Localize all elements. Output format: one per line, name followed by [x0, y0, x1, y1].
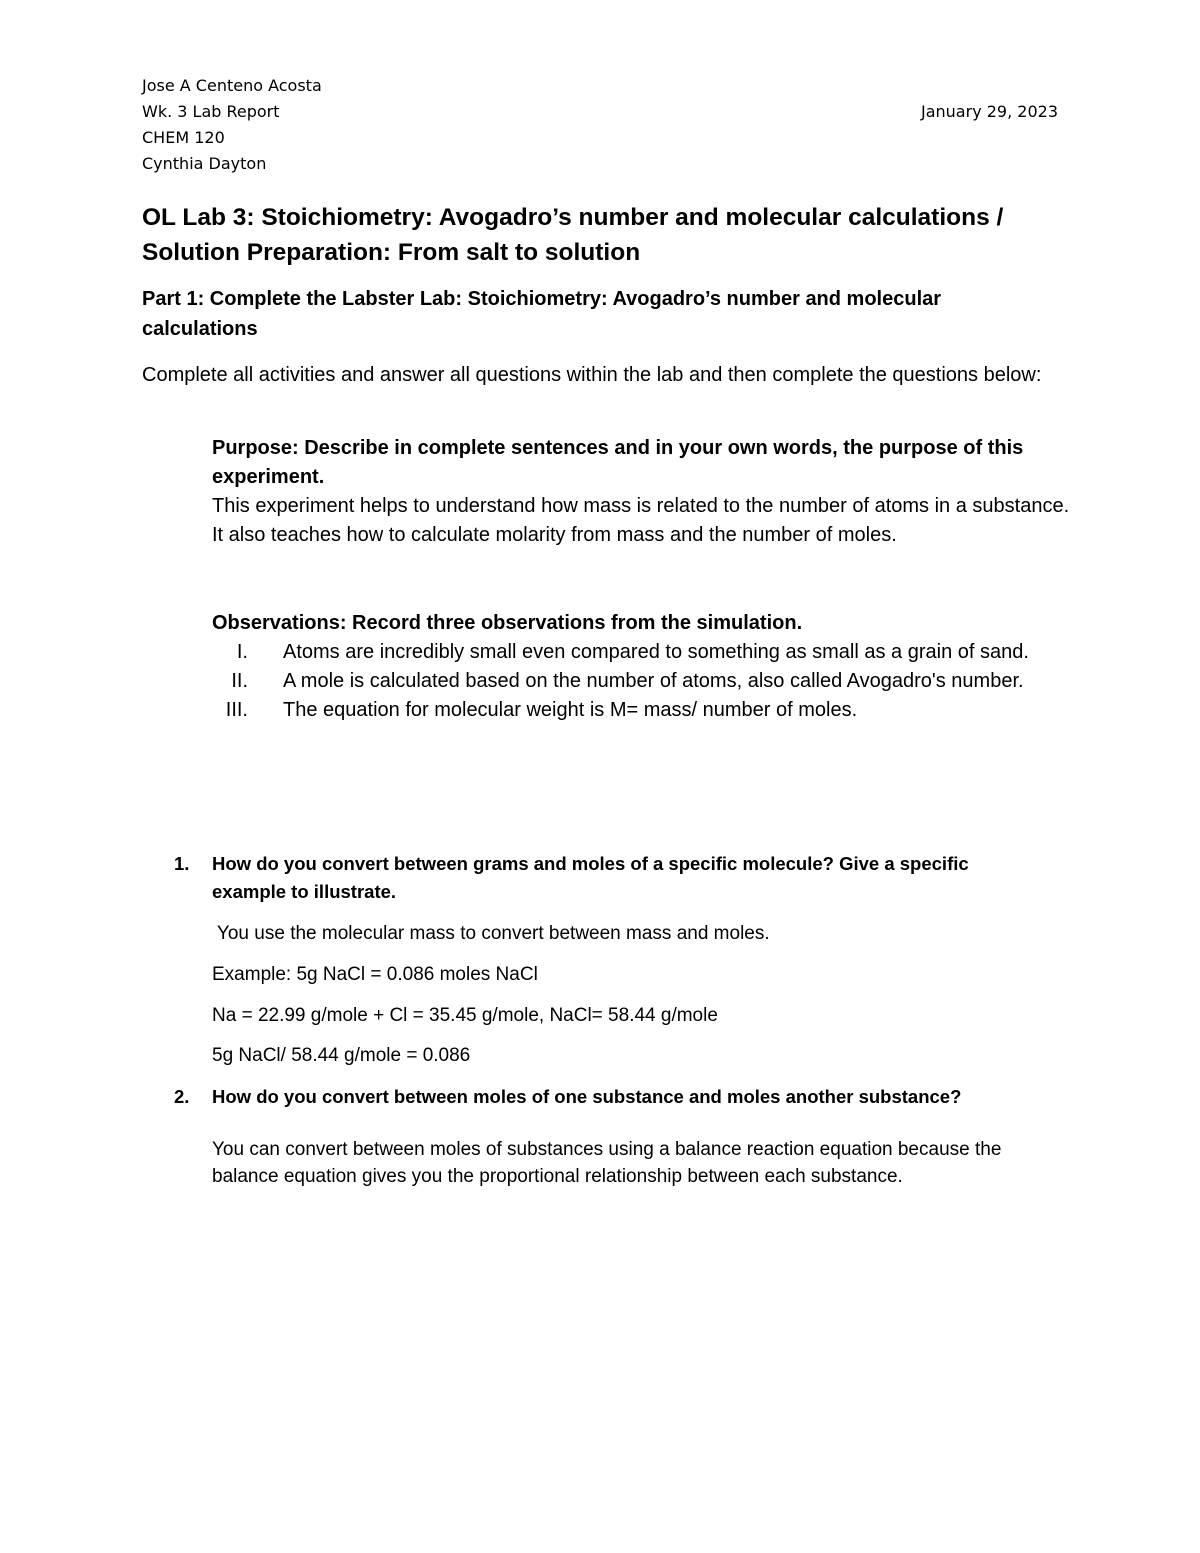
course-code: CHEM 120 — [142, 128, 225, 147]
purpose-prompt: Purpose: Describe in complete sentences and in your own words, the purpose of this experiment. — [212, 437, 1024, 488]
question-number: 1. — [174, 853, 190, 874]
document-header — [142, 73, 1060, 177]
list-item-number: II. — [231, 670, 248, 692]
question-2-answer: You can convert between moles of substances using a balance reaction equation because the balance equation gives you the proportional relationship between each substance. — [212, 1139, 1002, 1187]
question-1-answer-line: 5g NaCl/ 58.44 g/mole = 0.086 — [212, 1045, 471, 1066]
list-item — [212, 667, 1072, 696]
question-2 — [174, 1083, 1044, 1111]
list-item-text: Atoms are incredibly small even compared to something as small as a grain of sand. — [283, 641, 1029, 663]
list-item-number: III. — [225, 699, 248, 721]
list-item — [212, 696, 1072, 725]
document-title: OL Lab 3: Stoichiometry: Avogadro’s number and molecular calculations / Solution Preparation: From salt to solution — [142, 204, 1004, 266]
part1-intro: Complete all activities and answer all questions within the lab and then complete the questions below: — [142, 364, 1042, 386]
purpose-answer: This experiment helps to understand how mass is related to the number of atoms in a substance. It also teaches how to calculate molarity from mass and the number of moles. — [212, 495, 1070, 546]
question-text: How do you convert between moles of one substance and moles another substance? — [212, 1086, 962, 1107]
report-name: Wk. 3 Lab Report — [142, 102, 280, 121]
report-date: January 29, 2023 — [921, 102, 1058, 121]
purpose-section — [212, 434, 1072, 550]
observations-section — [212, 609, 1072, 725]
observations-list — [212, 638, 1072, 725]
part1-heading: Part 1: Complete the Labster Lab: Stoichiometry: Avogadro’s number and molecular calculations — [142, 288, 942, 340]
list-item-number: I. — [236, 641, 248, 663]
question-1-answer-line: Example: 5g NaCl = 0.086 moles NaCl — [212, 964, 538, 985]
author-name: Jose A Centeno Acosta — [142, 76, 322, 95]
question-1-answer-line: You use the molecular mass to convert between mass and moles. — [212, 923, 770, 944]
list-item-text: The equation for molecular weight is M= mass/ number of moles. — [283, 699, 858, 721]
question-number: 2. — [174, 1086, 190, 1107]
list-item — [212, 638, 1072, 667]
question-1-answer-line: Na = 22.99 g/mole + Cl = 35.45 g/mole, NaCl= 58.44 g/mole — [212, 1005, 718, 1026]
observations-prompt: Observations: Record three observations from the simulation. — [212, 612, 803, 634]
question-text: How do you convert between grams and moles of a specific molecule? Give a specific example to illustrate. — [212, 853, 969, 902]
list-item-text: A mole is calculated based on the number of atoms, also called Avogadro's number. — [283, 670, 1024, 692]
instructor-name: Cynthia Dayton — [142, 154, 267, 173]
question-1 — [174, 850, 1044, 906]
